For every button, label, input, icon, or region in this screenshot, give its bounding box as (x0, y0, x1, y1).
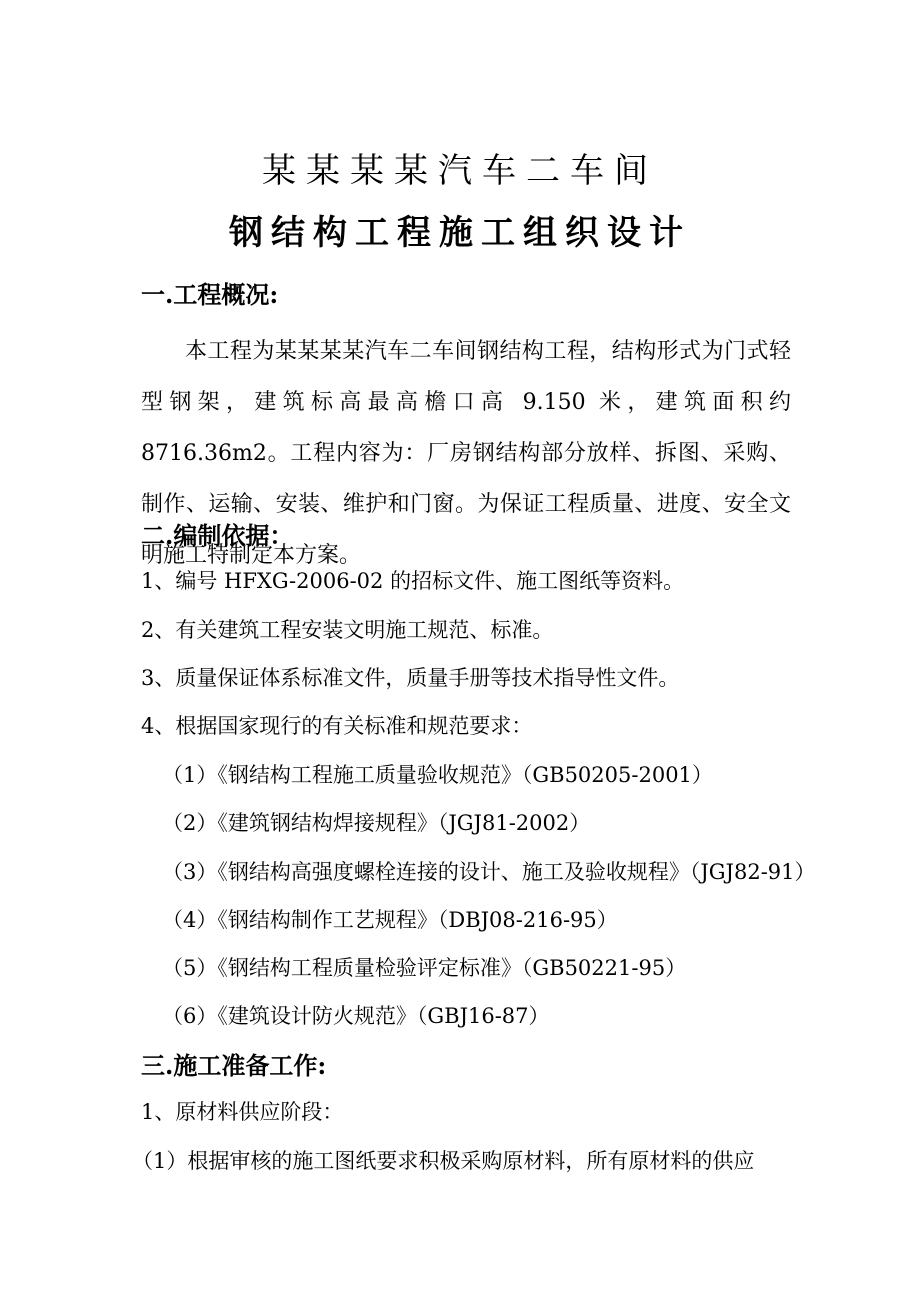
document-title-line1: 某某某某汽车二车间 (262, 151, 658, 191)
basis-item-4: 4、根据国家现行的有关标准和规范要求： (141, 714, 533, 738)
standard-item-6: （6）《建筑设计防火规范》（GBJ16-87） (162, 1004, 550, 1028)
prep-item-1: 1、原材料供应阶段： (141, 1100, 344, 1124)
standard-item-5: （5）《钢结构工程质量检验评定标准》（GB50221-95） (162, 956, 687, 980)
section-1-paragraph: 本工程为某某某某汽车二车间钢结构工程，结构形式为门式轻型钢架，建筑标高最高檐口高 9.150 米，建筑面积约 8716.36m2。工程内容为：厂房钢结构部分放样、拆图、采购、制作、运输、安装、维护和门窗。为保证工程质量、进度、安全文明施工特制定本方案。 (141, 339, 791, 568)
basis-item-3: 3、质量保证体系标准文件，质量手册等技术指导性文件。 (141, 666, 680, 690)
document-title-line2: 钢结构工程施工组织设计 (229, 213, 691, 253)
section-heading-1: 一.工程概况: (141, 280, 279, 309)
section-heading-2: 二.编制依据： (141, 521, 294, 550)
basis-item-2: 2、有关建筑工程安装文明施工规范、标准。 (141, 618, 554, 642)
standard-item-4: （4）《钢结构制作工艺规程》（DBJ08-216-95） (162, 908, 618, 932)
section-heading-3: 三.施工准备工作: (141, 1051, 327, 1080)
standard-item-2: （2）《建筑钢结构焊接规程》（JGJ81-2002） (162, 811, 591, 835)
basis-item-1: 1、编号 HFXG-2006-02 的招标文件、施工图纸等资料。 (141, 569, 685, 593)
prep-item-2: （1）根据审核的施工图纸要求积极采购原材料，所有原材料的供应 (132, 1149, 755, 1173)
standard-item-1: （1）《钢结构工程施工质量验收规范》（GB50205-2001） (162, 763, 713, 787)
standard-item-3: （3）《钢结构高强度螺栓连接的设计、施工及验收规程》（JGJ82-91） (162, 860, 816, 884)
